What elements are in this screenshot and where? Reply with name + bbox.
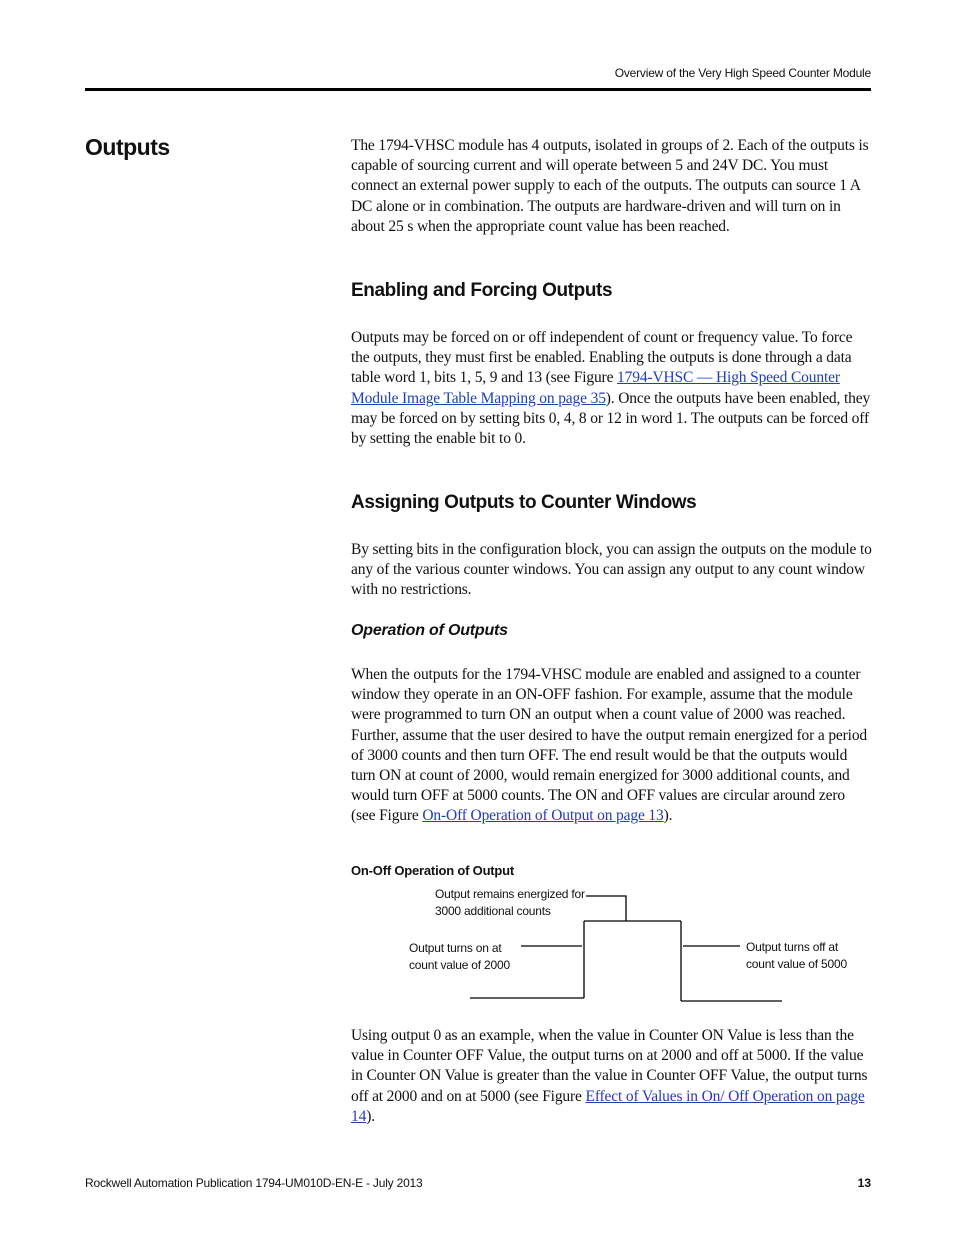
- operation-heading: Operation of Outputs: [351, 622, 508, 639]
- assigning-block: [351, 492, 873, 514]
- header-rule: [85, 88, 871, 91]
- enabling-text-before: Outputs may be forced on or off independent of count or frequency value. To force the outputs, they must first be enabled. Enabling the outputs is done through a data table word 1, bits 1, 5, 9 and 13 (see Figure: [351, 329, 853, 387]
- energized-label: Output remains energized for 3000 additional counts: [435, 887, 585, 918]
- intro-paragraph: The 1794-VHSC module has 4 outputs, isolated in groups of 2. Each of the outputs is capable of sourcing current and will operate between 5 and 24V DC. You must connect an external power supply to each of the outputs. The outputs can source 1 A DC alone or in combination. The outputs are hardware-driven and will turn on in about 25 s when the appropriate count value has been reached.: [351, 137, 869, 235]
- closing-text-before: Using output 0 as an example, when the value in Counter ON Value is less than the value in Counter OFF Value, the output turns on at 2000 and off at 5000. If the value in Counter ON Value is greater than the value in Counter OFF Value, the output turns off at 2000 and on at 5000 (see Figure: [351, 1027, 868, 1105]
- intro-block: [351, 136, 873, 237]
- turn-on-label: Output turns on at count value of 2000: [409, 941, 510, 972]
- figure-title: On-Off Operation of Output: [351, 863, 515, 878]
- on-off-diagram: [400, 884, 870, 1009]
- operation-text-after: ).: [663, 807, 673, 825]
- effect-of-values-link[interactable]: Effect of Values in On/ Off Operation on page 14: [351, 1087, 865, 1125]
- running-head: Overview of the Very High Speed Counter Module: [614, 66, 871, 80]
- enabling-body: [351, 328, 873, 449]
- operation-heading-block: [351, 622, 873, 640]
- enabling-text-after: ). Once the outputs have been enabled, they may be forced on by setting bits 0, 4, 8 or 12 in word 1. The outputs can be forced off by setting the enable bit to 0.: [351, 389, 871, 448]
- operation-text-before: When the outputs for the 1794-VHSC module are enabled and assigned to a counter window they operate in an ON-OFF fashion. For example, assume that the module were programmed to turn ON an output when a count value of 2000 was reached. Further, assume that the user desired to have the output remain energized for a period of 3000 counts and then turn OFF. The end result would be that the outputs would turn ON at count of 2000, would remain energized for 3000 additional counts, and would turn OFF at 5000 counts. The ON and OFF values are circular around zero (see Figure: [351, 666, 868, 825]
- turn-off-label: Output turns off at count value of 5000: [746, 940, 847, 971]
- section-title: Outputs: [85, 134, 170, 160]
- closing-text-after: ).: [366, 1107, 375, 1125]
- closing-paragraph: [351, 1026, 873, 1127]
- assigning-body: [351, 540, 873, 601]
- assigning-paragraph: By setting bits in the configuration block, you can assign the outputs on the module to any of the various counter windows. You can assign any output to any count window with no restrictions.: [351, 541, 872, 599]
- footer-publication: Rockwell Automation Publication 1794-UM010D-EN-E - July 2013: [85, 1176, 423, 1190]
- enabling-block: [351, 280, 873, 302]
- operation-body: [351, 665, 873, 827]
- assigning-heading: Assigning Outputs to Counter Windows: [351, 492, 697, 513]
- energized-leader: [586, 896, 626, 921]
- operation-paragraph: [351, 665, 873, 827]
- enabling-paragraph: [351, 328, 873, 449]
- image-table-mapping-link[interactable]: 1794-VHSC — High Speed Counter Module Image Table Mapping on page 35: [351, 369, 840, 407]
- closing-body: [351, 1026, 873, 1127]
- page-number: 13: [857, 1176, 871, 1190]
- on-off-operation-link[interactable]: On-Off Operation of Output on page 13: [422, 807, 664, 825]
- enabling-heading: Enabling and Forcing Outputs: [351, 280, 613, 301]
